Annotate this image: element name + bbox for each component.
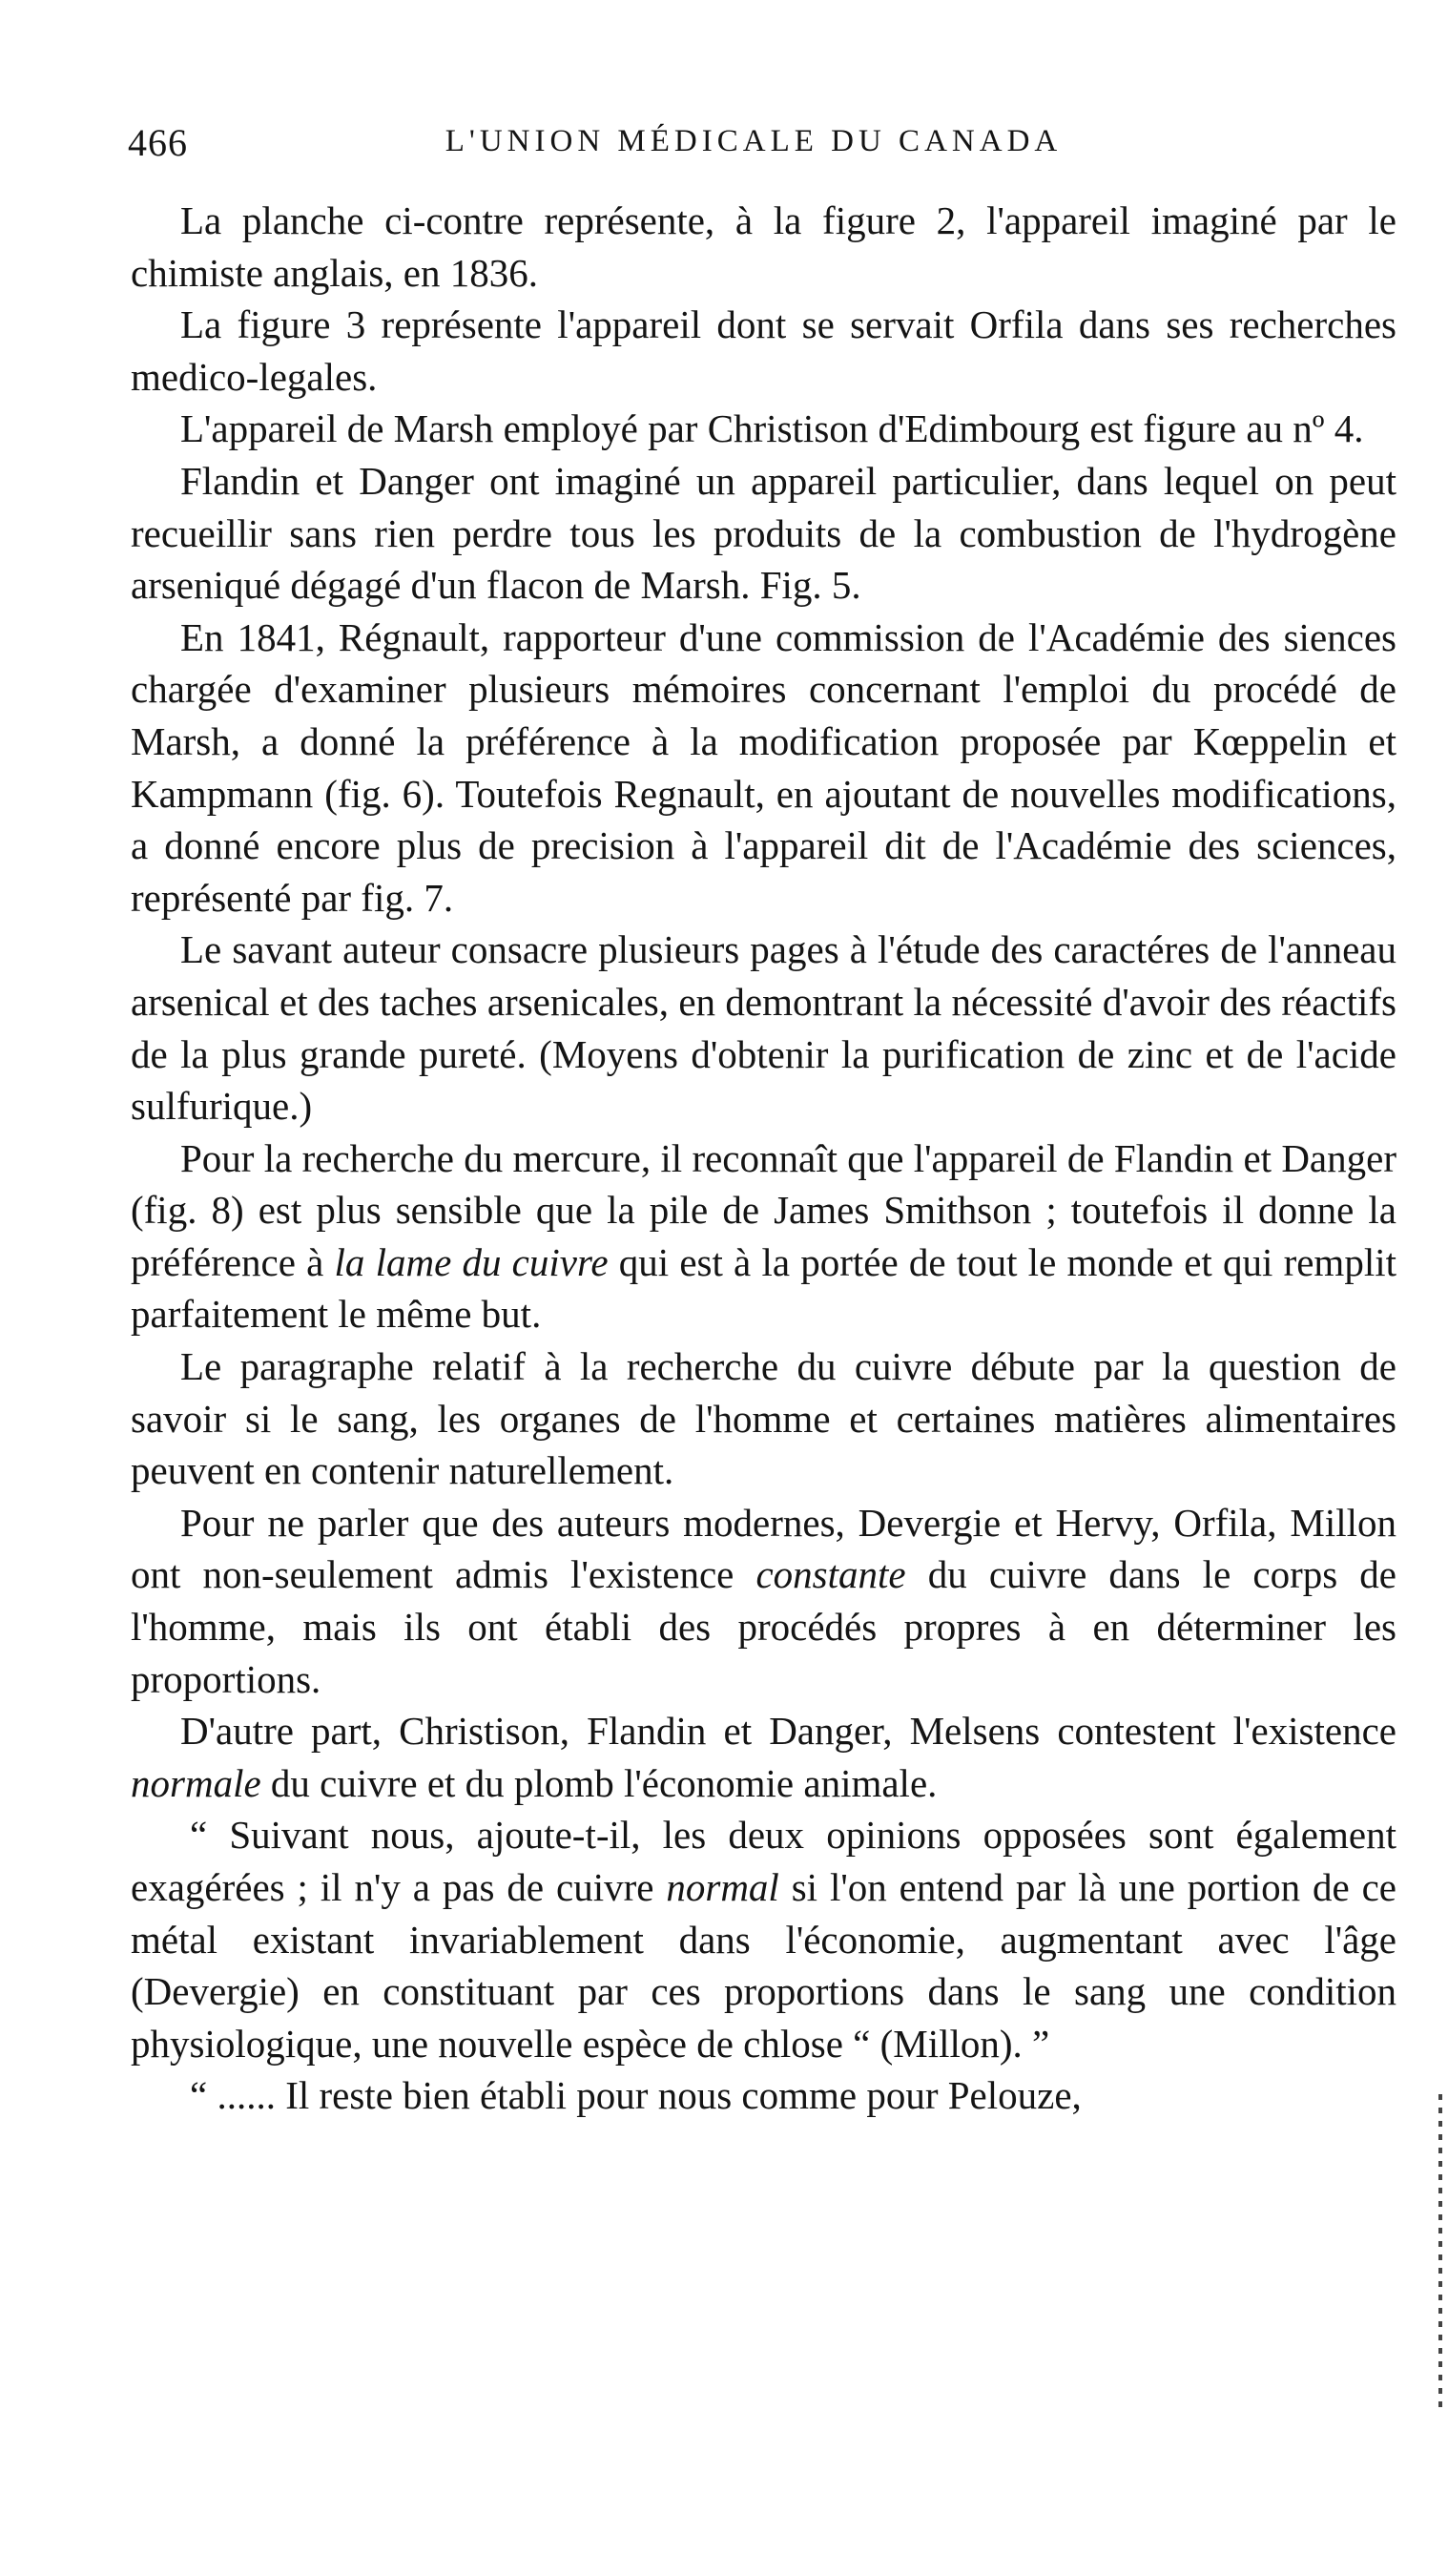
quoted-paragraph: “ Suivant nous, ajoute-t-il, les deux opinions opposées sont également exagérées ; il n'y a pas de cuivre normal si l'on entend par là une portion de ce métal existant invariablement dans l'économie, augmentant avec l'âge (Devergie) en constituant par ces proportions dans le sang une condition physiologique, une nouvelle espèce de chlose “ (Millon). ” [131,1813,1397,2066]
page-number: 466 [128,121,188,164]
scan-edge-mark [1438,2094,1442,2409]
paragraph: Flandin et Danger ont imaginé un appareil particulier, dans lequel on peut recueillir sans rien perdre tous les produits de la combustion de l'hydrogène arseniqué dégagé d'un flacon de Marsh. Fig. 5. [131,458,1396,608]
italic-phrase: normal [666,1865,779,1909]
quoted-paragraph: “ ...... Il reste bien établi pour nous comme pour Pelouze, [190,2073,1082,2118]
paragraph: Le savant auteur consacre plusieurs pages à l'étude des caractéres de l'anneau arsenical et des taches arsenicales, en demontrant la nécessité d'avoir des réactifs de la plus grande pureté. (Moyens d'obtenir la purification de zinc et de l'acide sulfurique.) [131,927,1396,1129]
paragraph: La figure 3 représente l'appareil dont se servait Orfila dans ses recherches medico-legales. [131,302,1396,399]
paragraph: Pour ne parler que des auteurs modernes, Devergie et Hervy, Orfila, Millon ont non-seulement admis l'existence constante du cuivre dans le corps de l'homme, mais ils ont établi des procédés propres à en déterminer les proportions. [131,1500,1397,1701]
italic-phrase: la lame du cuivre [334,1239,609,1284]
paragraph: En 1841, Régnault, rapporteur d'une commission de l'Académie des siences chargée d'examiner plusieurs mémoires concernant l'emploi du procédé de Marsh, a donné la préférence à la modification proposée par Kœppelin et Kampmann (fig. 6). Toutefois Regnault, en ajoutant de nouvelles modifications, a donné encore plus de precision à l'appareil dit de l'Académie des sciences, représenté par fig. 7. [131,614,1396,920]
paragraph: Pour la recherche du mercure, il reconnaît que l'appareil de Flandin et Danger (fig. 8) est plus sensible que la pile de James Smithson ; toutefois il donne la préférence à la lame du cuivre qui est à la portée de tout le monde et qui remplit parfaitement le même but. [131,1135,1396,1337]
paragraph: L'appareil de Marsh employé par Christison d'Edimbourg est figure au nº 4. [180,406,1364,451]
body-text [131,195,1396,2122]
running-head: L'UNION MÉDICALE DU CANADA [445,124,1063,158]
paragraph: D'autre part, Christison, Flandin et Danger, Melsens contestent l'existence normale du cuivre et du plomb l'économie animale. [131,1709,1396,1805]
italic-phrase: constante [755,1552,906,1597]
page-header [114,113,1393,170]
paragraph: La planche ci-contre représente, à la figure 2, l'appareil imaginé par le chimiste anglais, en 1836. [131,198,1396,295]
italic-phrase: normale [131,1760,261,1805]
paragraph: Le paragraphe relatif à la recherche du cuivre débute par la question de savoir si le sang, les organes de l'homme et certaines matières alimentaires peuvent en contenir naturellement. [131,1344,1396,1493]
